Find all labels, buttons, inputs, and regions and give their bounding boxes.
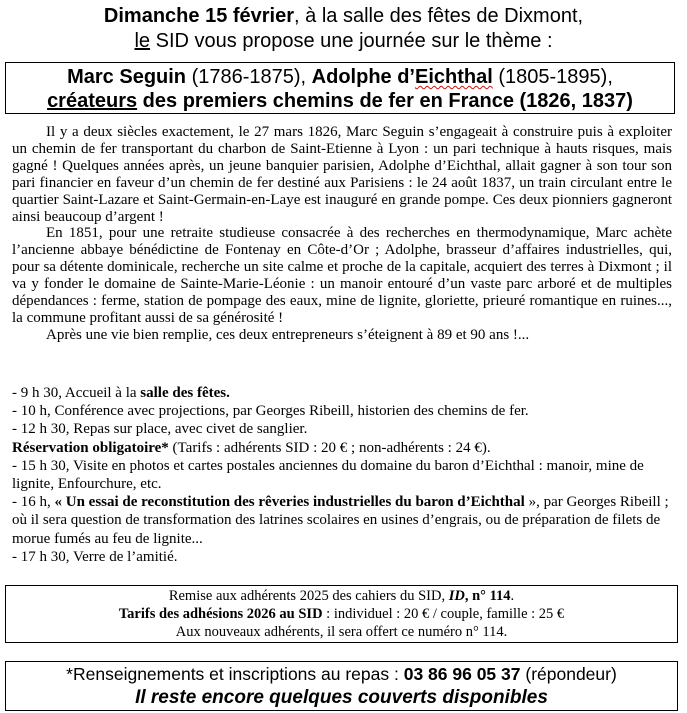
program-item-talk — [12, 493, 674, 548]
article-body — [12, 124, 672, 344]
talk-time: - 16 h, — [12, 494, 55, 511]
program-welcome-place: salle des fêtes. — [140, 385, 230, 401]
membership-rates: : individuel : 20 € / couple, famille : 25 € — [322, 606, 565, 622]
title-line-1 — [6, 65, 674, 89]
header-line-1 — [0, 4, 687, 29]
talk-description: », par Georges Ribeill ; où il sera question de transformation des latrines scolaires en usines d’engrais, ou de préparation de filets de morue fumés au feu de lignite... — [12, 494, 669, 547]
cahiers-end: . — [510, 588, 515, 604]
title-name-seguin: Marc Seguin — [67, 66, 187, 88]
contact-phone: 03 86 96 05 37 — [403, 664, 521, 684]
program-item-meal: - 12 h 30, Repas sur place, avec civet de sanglier. — [12, 421, 308, 438]
event-date: Dimanche 15 février — [103, 5, 295, 27]
cahiers-number: , n° 114 — [464, 588, 511, 604]
talk-title: « Un essai de reconstitution des rêveries industrielles du baron d’Eichthal — [54, 494, 525, 511]
membership-box — [5, 585, 678, 643]
contact-line — [6, 663, 677, 686]
cahiers-id: ID — [448, 588, 465, 604]
contact-answering: (répondeur) — [520, 664, 617, 684]
header-le: le — [134, 30, 151, 52]
program-item-welcome — [12, 384, 674, 402]
program-welcome-text: - 9 h 30, Accueil à la — [12, 385, 141, 401]
membership-rates-title: Tarifs des adhésions 2026 au SID — [118, 606, 323, 622]
paragraph-1: Il y a deux siècles exactement, le 27 mars 1826, Marc Seguin s’engageait à construire puis à exploiter un chemin de fer transportant du charbon de Saint-Etienne à Lyon : un pari technique à hauts risques, mais gagné ! Quelques années après, un jeune banquier parisien, Adolphe d’Eichthal, allait gagner à son tour son pari financier en faveur d’un chemin de fer destiné aux Parisiens : le 24 août 1837, un train circulant entre le quartier Saint-Lazare et Saint-Germain-en-Laye est inauguré en grande pompe. Ces deux pionniers gagneront ainsi beaucoup d’argent ! — [12, 124, 672, 225]
seats-available: Il reste encore quelques couverts disponibles — [135, 687, 548, 708]
paragraph-2: En 1851, pour une retraite studieuse consacrée à des recherches en thermodynamique, Marc achète l’ancienne abbaye bénédictine de Fontenay en Côte-d’Or ; Adolphe, brasseur d’affaires industrielles, qui, pour sa détente dominicale, recherche un site calme et proche de la capitale, acquiert des terres à Dixmont ; il va y fonder le domaine de Sainte-Marie-Léonie : un manoir entouré d’un vaste parc arboré et de multiples dépendances : ferme, station de pompage des eaux, mine de lignite, gloriette, prieuré romantique en ruines..., la commune profitant aussi de sa générosité ! — [12, 225, 672, 326]
contact-box — [5, 661, 678, 711]
paragraph-3: Après une vie bien remplie, ces deux entrepreneurs s’éteignent à 89 et 90 ans !... — [46, 326, 530, 343]
title-line-2 — [6, 89, 674, 113]
title-name-adolphe: Adolphe d’ — [311, 66, 415, 88]
event-place: , à la salle des fêtes de Dixmont, — [294, 5, 584, 27]
title-box — [5, 62, 675, 114]
title-dates-eichthal: (1805-1895), — [492, 66, 613, 88]
title-name-eichthal: Eichthal — [415, 66, 493, 88]
contact-text: *Renseignements et inscriptions au repas : — [66, 664, 404, 684]
event-header — [0, 4, 687, 54]
header-proposal: SID vous propose une journée sur le thème : — [150, 30, 553, 52]
program-item-drink: - 17 h 30, Verre de l’amitié. — [12, 548, 178, 565]
program-reservation — [12, 439, 674, 457]
reservation-prices: (Tarifs : adhérents SID : 20 € ; non-adhérents : 24 €). — [168, 439, 491, 456]
header-line-2 — [0, 29, 687, 54]
reservation-required: Réservation obligatoire* — [12, 439, 169, 456]
membership-line-3: Aux nouveaux adhérents, il sera offert ce numéro n° 114. — [175, 624, 508, 640]
title-createurs: créateurs — [47, 90, 138, 112]
cahiers-text: Remise aux adhérents 2025 des cahiers du SID, — [168, 588, 449, 604]
title-subject: des premiers chemins de fer en France (1826, 1837) — [137, 90, 633, 112]
title-dates-seguin: (1786-1875), — [186, 66, 312, 88]
membership-line-1 — [6, 587, 677, 605]
program-item-conference: - 10 h, Conférence avec projections, par Georges Ribeill, historien des chemins de fer. — [12, 403, 529, 420]
program-item-visit: - 15 h 30, Visite en photos et cartes postales anciennes du domaine du baron d’Eichthal : manoir, mine de lignite, Enfourchure, etc. — [12, 457, 644, 493]
membership-line-2 — [6, 605, 677, 623]
program-list — [12, 384, 674, 566]
